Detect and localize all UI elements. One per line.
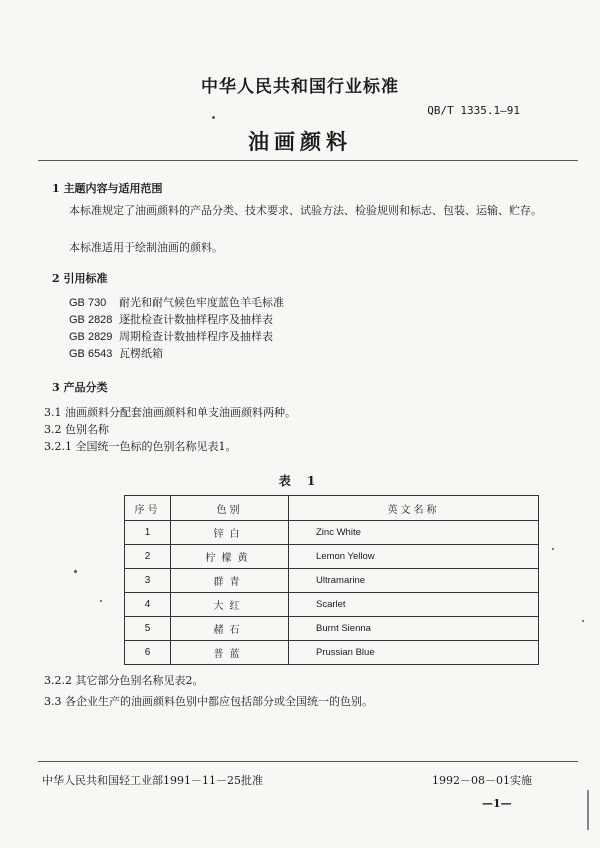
document-title: 油画颜料 <box>248 129 352 154</box>
reference-text: 逐批检查计数抽样程序及抽样表 <box>119 313 273 326</box>
row-color-name: 群青 <box>171 569 289 593</box>
implementation-date: 1992－08－01实施 <box>432 774 532 787</box>
reference-code: GB 6543 <box>69 348 113 360</box>
approval-statement: 中华人民共和国轻工业部1991－11－25批准 <box>42 774 263 787</box>
row-number: 3 <box>125 569 171 593</box>
row-english-name: Burnt Sienna <box>289 617 539 641</box>
header-number: 序号 <box>125 496 171 521</box>
scan-speck <box>74 570 77 573</box>
row-number: 5 <box>125 617 171 641</box>
table-caption: 表 1 <box>278 474 322 488</box>
table-row <box>125 569 539 593</box>
reference-code: GB 730 <box>69 297 107 309</box>
reference-item <box>69 345 163 361</box>
scan-speck <box>212 116 215 119</box>
row-english-name: Prussian Blue <box>289 641 539 665</box>
clause-3-2-2: 3.2.2 其它部分色别名称见表2。 <box>44 674 204 687</box>
section-1-paragraph-2: 本标准适用于绘制油画的颜料。 <box>69 241 223 254</box>
standard-header: 中华人民共和国行业标准 <box>201 77 399 97</box>
row-english-name: Zinc White <box>289 521 539 545</box>
table-header-row <box>125 496 539 521</box>
section-1-title: 1 主题内容与适用范围 <box>52 182 163 195</box>
footer-rule <box>38 761 578 762</box>
clause-3-1: 3.1 油画颜料分配套油画颜料和单支油画颜料两种。 <box>44 406 296 419</box>
reference-item <box>69 311 273 327</box>
reference-text: 耐光和耐气候色牢度蓝色羊毛标准 <box>119 296 284 309</box>
row-number: 1 <box>125 521 171 545</box>
row-color-name: 赭石 <box>171 617 289 641</box>
section-1-paragraph-1: 本标准规定了油画颜料的产品分类、技术要求、试验方法、检验规则和标志、包装、运输、贮存。 <box>69 204 542 217</box>
reference-text: 周期检查计数抽样程序及抽样表 <box>119 330 273 343</box>
row-color-name: 柠檬黄 <box>171 545 289 569</box>
row-number: 6 <box>125 641 171 665</box>
standard-code: QB/T 1335.1—91 <box>427 104 520 117</box>
row-color-name: 锌白 <box>171 521 289 545</box>
table-row <box>125 545 539 569</box>
section-3-title: 3 产品分类 <box>52 381 108 394</box>
row-english-name: Ultramarine <box>289 569 539 593</box>
reference-item <box>69 294 284 310</box>
scan-edge-mark <box>587 790 589 830</box>
clause-3-2-1: 3.2.1 全国统一色标的色别名称见表1。 <box>44 440 237 453</box>
header-rule <box>38 160 578 161</box>
reference-text: 瓦楞纸箱 <box>119 347 163 360</box>
row-number: 4 <box>125 593 171 617</box>
row-color-name: 普蓝 <box>171 641 289 665</box>
scan-speck <box>100 600 102 602</box>
header-color: 色别 <box>171 496 289 521</box>
clause-3-3: 3.3 各企业生产的油画颜料色别中都应包括部分或全国统一的色别。 <box>44 695 373 708</box>
scan-speck <box>552 548 554 550</box>
row-english-name: Scarlet <box>289 593 539 617</box>
row-english-name: Lemon Yellow <box>289 545 539 569</box>
page-number: —1— <box>482 797 512 810</box>
section-2-title: 2 引用标准 <box>52 272 108 285</box>
row-number: 2 <box>125 545 171 569</box>
clause-3-2: 3.2 色别名称 <box>44 423 109 436</box>
reference-code: GB 2828 <box>69 314 113 326</box>
table-row <box>125 521 539 545</box>
reference-code: GB 2829 <box>69 331 113 343</box>
scan-speck <box>582 620 584 622</box>
row-color-name: 大红 <box>171 593 289 617</box>
color-table <box>124 495 539 665</box>
table-row <box>125 617 539 641</box>
table-row <box>125 593 539 617</box>
header-english-name: 英文名称 <box>289 496 539 521</box>
table-row <box>125 641 539 665</box>
reference-item <box>69 328 273 344</box>
